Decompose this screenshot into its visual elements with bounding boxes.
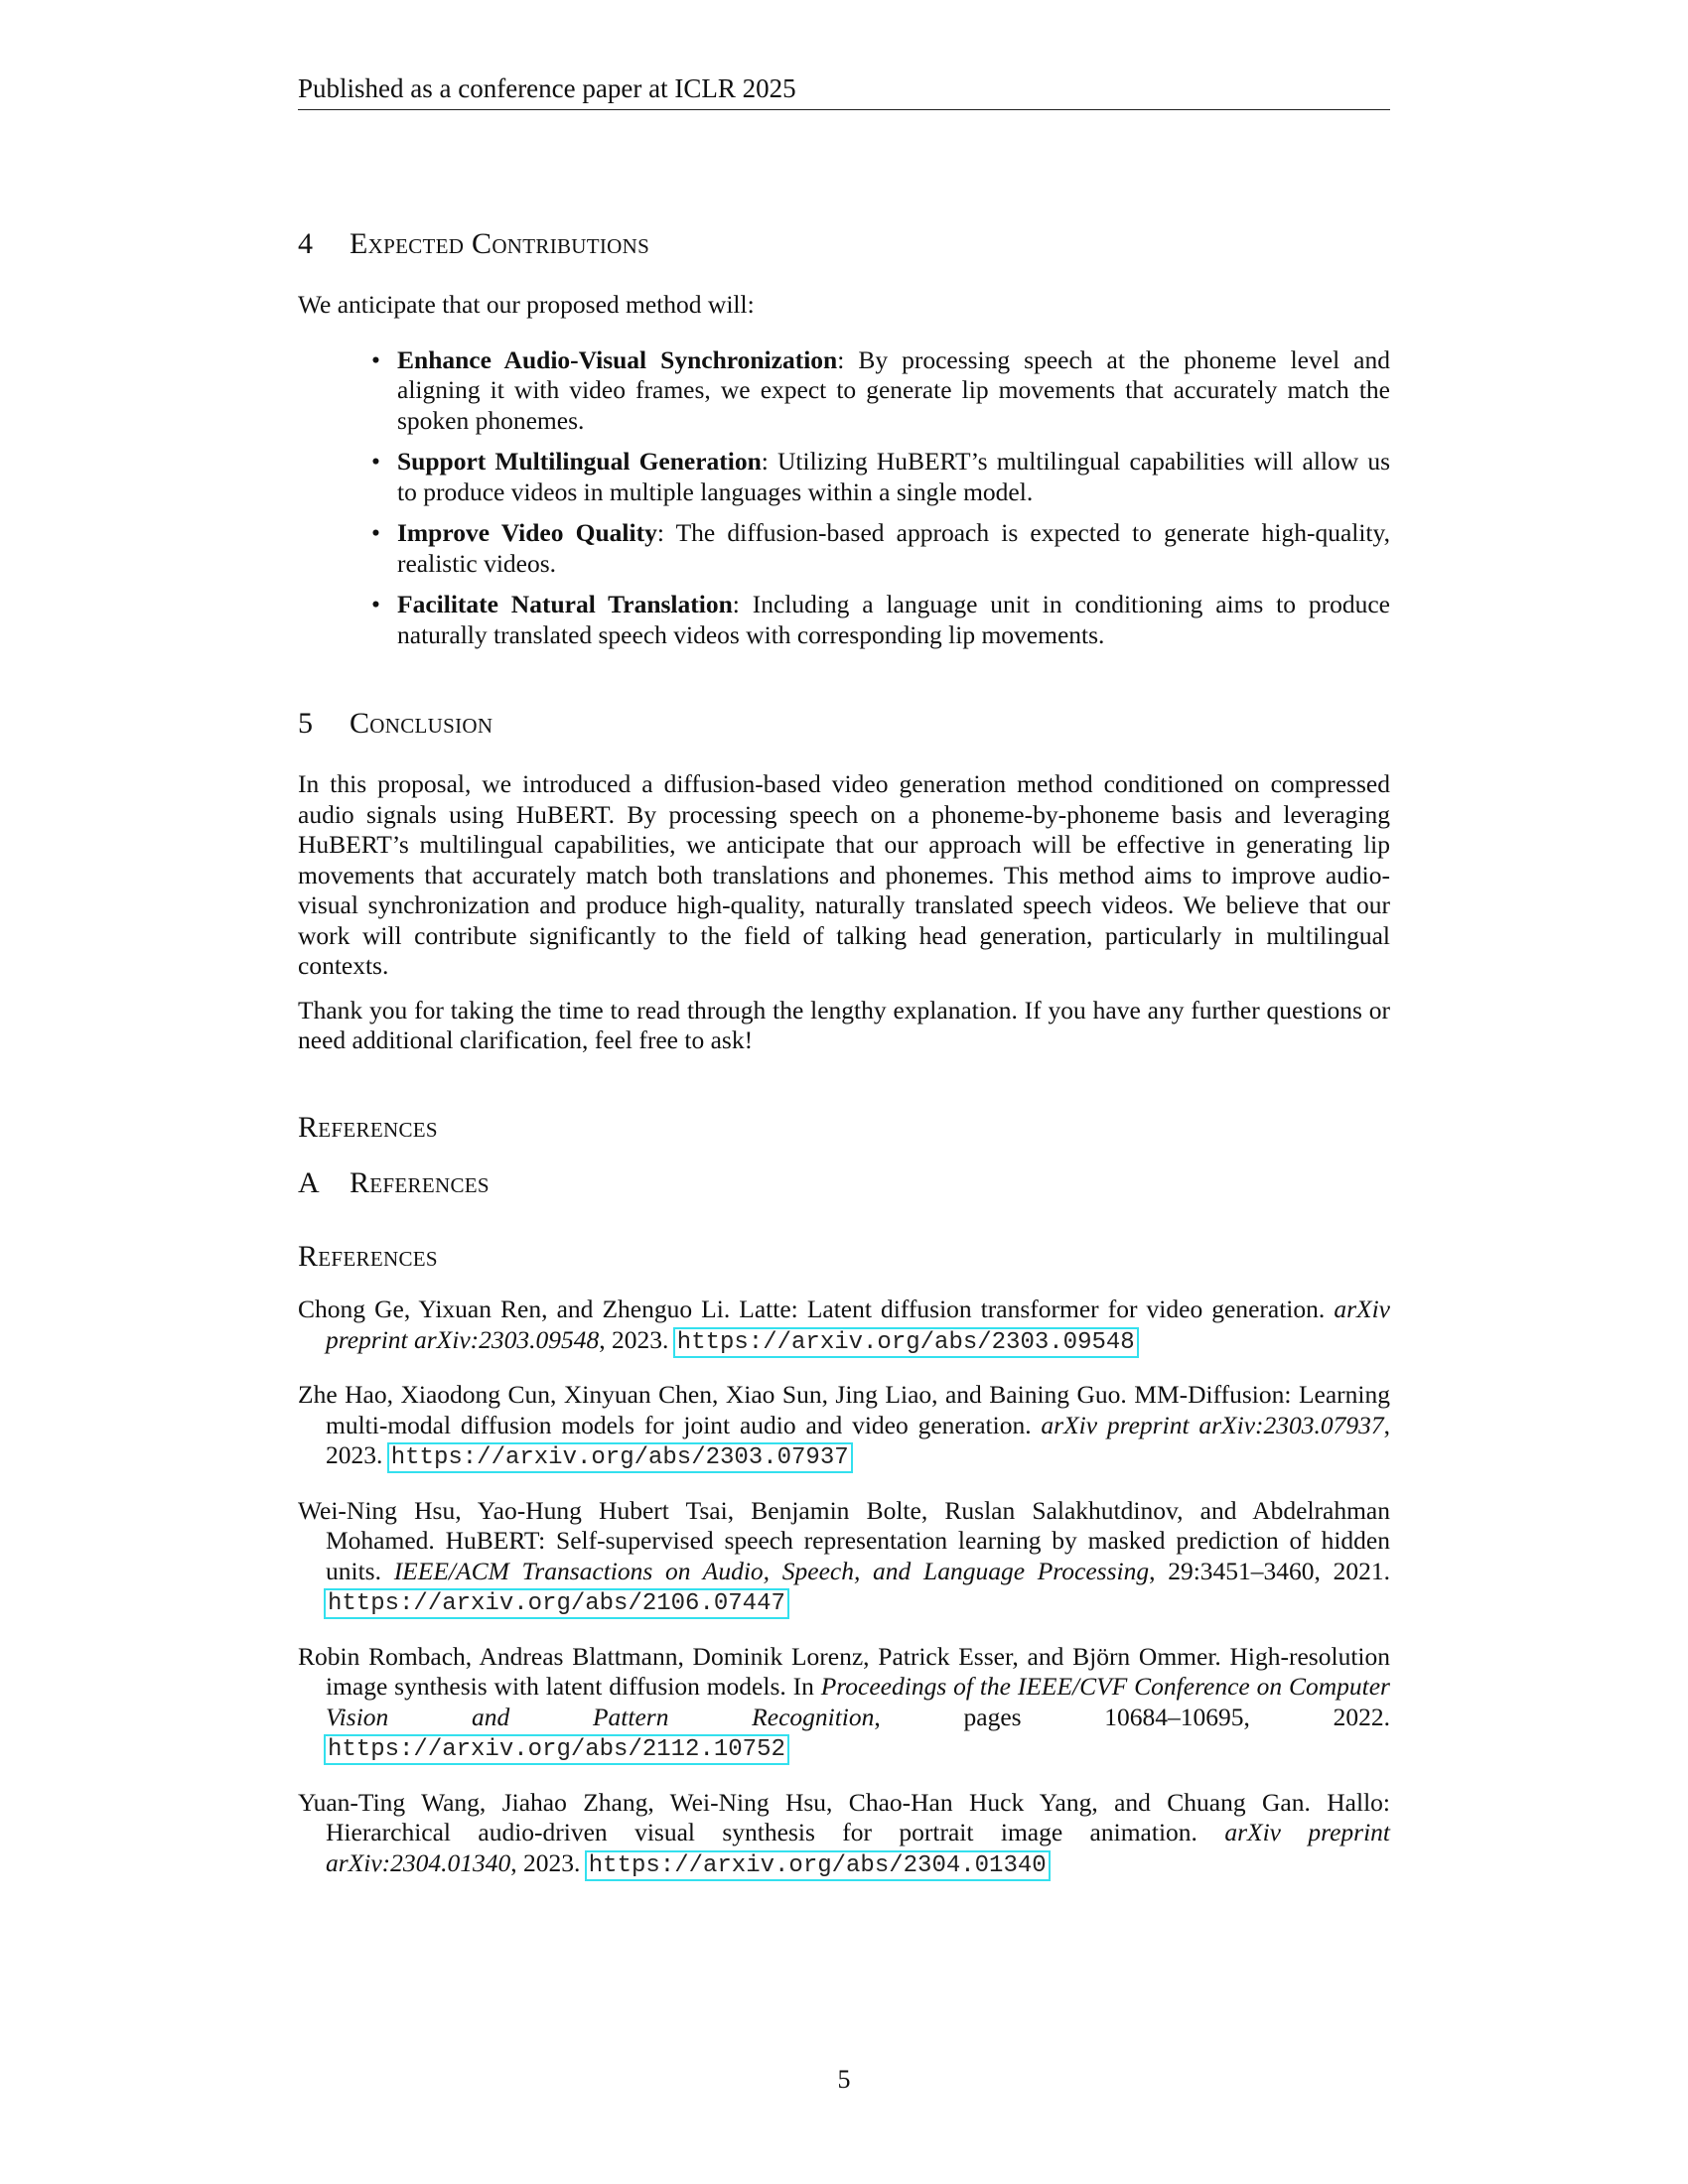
- page-number: 5: [837, 2065, 851, 2094]
- appendix-heading-block: [298, 1163, 1390, 1203]
- reference-venue: Proceedings of the IEEE/CVF Conference on Computer Vision and Pattern Recognition: [326, 1672, 1390, 1731]
- conclusion-paragraph-2: Thank you for taking the time to read through the lengthy explanation. If you have any further questions or need additional clarification, feel free to ask!: [298, 995, 1390, 1054]
- bullet-text: : Utilizing HuBERT’s multilingual capabilities will allow us to produce videos in multiple languages within a single model.: [397, 447, 1390, 506]
- reference-item: [298, 1380, 1390, 1474]
- reference-venue: arXiv preprint arXiv:2303.07937: [1041, 1410, 1384, 1439]
- list-item: [298, 447, 1390, 507]
- reference-link[interactable]: https://arxiv.org/abs/2303.09548: [676, 1328, 1135, 1356]
- references-heading: References: [298, 1111, 438, 1144]
- section-5: [298, 704, 1390, 1056]
- reference-authors-title: Zhe Hao, Xiaodong Cun, Xinyuan Chen, Xiao Sun, Jing Liao, and Baining Guo. MM-Diffusion: Learning multi-modal diffusion models for joint audio and video generation.: [298, 1380, 1390, 1439]
- reference-link[interactable]: https://arxiv.org/abs/2303.07937: [390, 1444, 849, 1471]
- reference-authors-title: Yuan-Ting Wang, Jiahao Zhang, Wei-Ning Hsu, Chao-Han Huck Yang, and Chuang Gan. Hallo: Hierarchical audio-driven visual synthesis for portrait image animation.: [298, 1787, 1390, 1846]
- appendix-title: References: [350, 1166, 490, 1199]
- bullet-icon: •: [371, 344, 380, 374]
- bullet-term: Facilitate Natural Translation: [397, 590, 733, 618]
- reference-list: [298, 1295, 1390, 1881]
- section-5-title: Conclusion: [350, 707, 493, 740]
- appendix-a-heading: [298, 1163, 1390, 1203]
- references-heading-block: [298, 1108, 1390, 1148]
- reference-item: [298, 1642, 1390, 1766]
- bibliography: [298, 1237, 1390, 1903]
- reference-tail: , 2023.: [326, 1410, 1390, 1469]
- bullet-term: Enhance Audio-Visual Synchronization: [397, 344, 838, 374]
- appendix-letter: A: [298, 1166, 320, 1199]
- section-5-heading: [298, 704, 1390, 744]
- conclusion-paragraph-1: In this proposal, we introduced a diffusion-based video generation method conditioned on compressed audio signals using HuBERT. By processing speech on a phoneme-by-phoneme basis and leveraging HuBERT’s multilingual capabilities, we anticipate that our approach will be effective in generating lip movements that accurately match both translations and phonemes. This method aims to improve audio-visual synchronization and produce high-quality, naturally translated speech videos. We believe that our work will contribute significantly to the field of talking head generation, particularly in multilingual contexts.: [298, 769, 1390, 980]
- bullet-icon: •: [371, 518, 380, 547]
- reference-authors-title: Chong Ge, Yixuan Ren, and Zhenguo Li. Latte: Latent diffusion transformer for video generation.: [298, 1295, 1335, 1323]
- section-4-title: Expected Contributions: [350, 227, 650, 260]
- bibliography-heading: References: [298, 1240, 438, 1273]
- section-4-heading: [298, 224, 1390, 264]
- bullet-icon: •: [371, 590, 380, 618]
- reference-item: [298, 1295, 1390, 1358]
- reference-link[interactable]: https://arxiv.org/abs/2106.07447: [328, 1590, 785, 1617]
- reference-tail: , 2023.: [599, 1324, 675, 1354]
- reference-link[interactable]: https://arxiv.org/abs/2304.01340: [588, 1851, 1047, 1879]
- reference-authors-title: Robin Rombach, Andreas Blattmann, Dominik Lorenz, Patrick Esser, and Björn Ommer. High-resolution image synthesis with latent diffusion models. In: [298, 1641, 1390, 1701]
- running-header: Published as a conference paper at ICLR 2025: [298, 69, 1390, 110]
- section-4-number: 4: [298, 227, 314, 260]
- bullet-text: : Including a language unit in conditioning aims to produce naturally translated speech videos with corresponding lip movements.: [397, 590, 1390, 649]
- section-5-number: 5: [298, 707, 314, 740]
- reference-tail: , 29:3451–3460, 2021.: [1149, 1556, 1390, 1585]
- bullet-term: Support Multilingual Generation: [397, 447, 762, 476]
- reference-venue: arXiv preprint arXiv:2303.09548: [326, 1295, 1390, 1354]
- list-item: [298, 345, 1390, 437]
- list-item: [298, 518, 1390, 579]
- reference-venue: IEEE/ACM Transactions on Audio, Speech, and Language Processing: [393, 1556, 1150, 1585]
- bullet-icon: •: [371, 447, 380, 476]
- bullet-text: : The diffusion-based approach is expected to generate high-quality, realistic videos.: [397, 518, 1390, 578]
- reference-venue: arXiv preprint arXiv:2304.01340: [326, 1818, 1390, 1877]
- reference-tail: , pages 10684–10695, 2022.: [874, 1702, 1391, 1731]
- reference-link[interactable]: https://arxiv.org/abs/2112.10752: [328, 1736, 785, 1763]
- reference-item: [298, 1496, 1390, 1620]
- reference-tail: , 2023.: [510, 1847, 587, 1877]
- section-4-intro: We anticipate that our proposed method will:: [298, 290, 755, 319]
- reference-item: [298, 1788, 1390, 1882]
- list-item: [298, 590, 1390, 650]
- bullet-text: : By processing speech at the phoneme level and aligning it with video frames, we expect to generate lip movements that accurately match the spoken phonemes.: [397, 344, 1390, 435]
- reference-authors-title: Wei-Ning Hsu, Yao-Hung Hubert Tsai, Benjamin Bolte, Ruslan Salakhutdinov, and Abdelrahman Mohamed. HuBERT: Self-supervised speech representation learning by masked prediction of hidden units.: [298, 1495, 1390, 1585]
- bullet-term: Improve Video Quality: [397, 518, 657, 547]
- contributions-list: [298, 345, 1390, 651]
- section-4: [298, 224, 1390, 661]
